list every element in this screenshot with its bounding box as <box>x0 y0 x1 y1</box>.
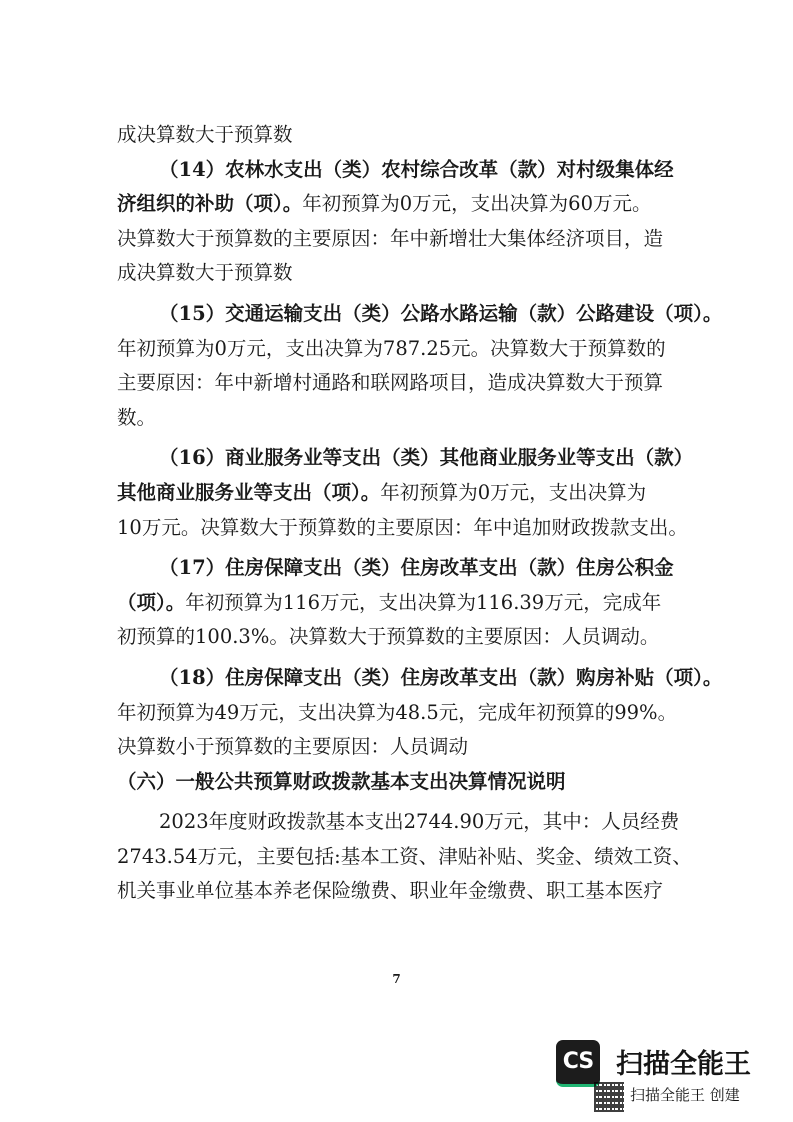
item-14-heading-cont: 济组织的补助（项）。 <box>117 192 303 216</box>
section-heading: （六）一般公共预算财政拨款基本支出决算情况说明 <box>117 769 566 793</box>
item-15-heading: （15）交通运输支出（类）公路水路运输（款）公路建设（项）。 <box>159 301 723 325</box>
camscanner-logo-icon: CS <box>556 1040 600 1087</box>
paragraph-line: 年初预算为0万元，支出决算为787.25元。决算数大于预算数的 <box>117 336 666 360</box>
watermark-subtitle: 扫描全能王 创建 <box>630 1086 740 1104</box>
item-14-text: 年初预算为0万元，支出决算为60万元。 <box>302 192 652 216</box>
paragraph-line <box>117 187 689 222</box>
document-body <box>117 118 723 909</box>
item-18-heading: （18）住房保障支出（类）住房改革支出（款）购房补贴（项）。 <box>159 665 723 689</box>
qr-code-icon <box>594 1082 624 1112</box>
watermark-title: 扫描全能王 <box>616 1049 751 1080</box>
paragraph-line: 决算数小于预算数的主要原因：人员调动 <box>117 735 469 759</box>
item-17-heading-cont: （项）。 <box>117 590 186 614</box>
paragraph-line: 成决算数大于预算数 <box>117 123 293 146</box>
paragraph-line: 主要原因：年中新增村通路和联网路项目，造成决算数大于预算 <box>117 371 664 395</box>
paragraph-line: 10万元。决算数大于预算数的主要原因：年中追加财政拨款支出。 <box>117 515 688 539</box>
item-14-heading: （14）农林水支出（类）农村综合改革（款）对村级集体经 <box>159 157 674 181</box>
paragraph-line: 2023年度财政拨款基本支出2744.90万元，其中：人员经费 <box>159 810 680 834</box>
page-number: 7 <box>392 972 401 986</box>
paragraph-line: 数。 <box>117 405 157 429</box>
paragraph-line: 2743.54万元，主要包括:基本工资、津贴补贴、奖金、绩效工资、 <box>117 844 692 868</box>
paragraph-line: 成决算数大于预算数 <box>117 261 293 285</box>
item-17-text: 年初预算为116万元，支出决算为116.39万元，完成年 <box>185 590 662 614</box>
paragraph-line: 机关事业单位基本养老保险缴费、职业年金缴费、职工基本医疗 <box>117 879 664 903</box>
item-16-text: 年初预算为0万元，支出决算为 <box>380 480 647 504</box>
paragraph-line: 决算数大于预算数的主要原因：年中新增壮大集体经济项目，造 <box>117 226 664 250</box>
item-16-heading: （16）商业服务业等支出（类）其他商业服务业等支出（款） <box>159 446 694 470</box>
item-17-heading: （17）住房保障支出（类）住房改革支出（款）住房公积金 <box>159 556 674 580</box>
paragraph-line: 年初预算为49万元，支出决算为48.5元，完成年初预算的99%。 <box>117 700 678 724</box>
paragraph-line <box>117 476 689 511</box>
item-16-heading-cont: 其他商业服务业等支出（项）。 <box>117 480 381 504</box>
paragraph-line: 初预算的100.3%。决算数大于预算数的主要原因：人员调动。 <box>117 625 660 649</box>
paragraph-line <box>117 586 689 621</box>
scanner-watermark <box>556 1040 786 1112</box>
